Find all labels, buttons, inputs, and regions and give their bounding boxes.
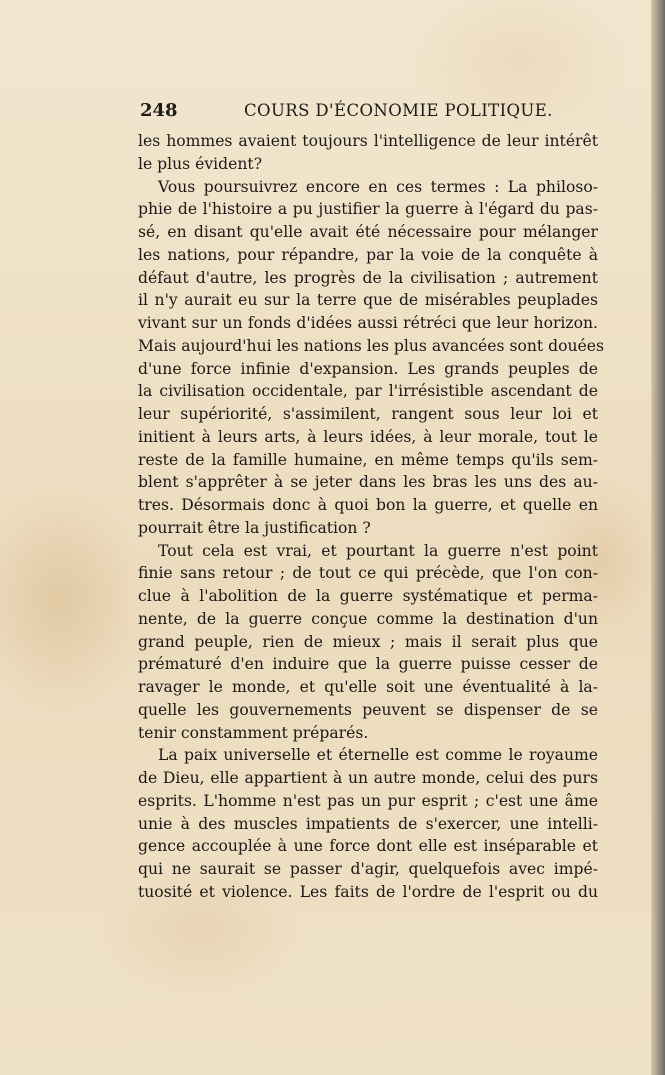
text-line: gence accouplée à une force dont elle est inséparable et <box>138 837 598 856</box>
text-line: finie sans retour ; de tout ce qui précède, que l'on con- <box>138 564 598 583</box>
text-line: tres. Désormais donc à quoi bon la guerre, et quelle en <box>138 496 598 514</box>
text-line: pourrait être la justification ? <box>138 518 371 537</box>
text-line: ravager le monde, et qu'elle soit une éventualité à la- <box>138 678 598 696</box>
text-line: quelle les gouvernements peuvent se dispenser de se <box>138 700 598 719</box>
text-line: prématuré d'en induire que la guerre puisse cesser de <box>138 655 598 674</box>
text-line: les nations, pour répandre, par la voie de la conquête à <box>138 245 598 264</box>
text-line: initient à leurs arts, à leurs idées, à leur morale, tout le <box>138 427 598 446</box>
text-line: sé, en disant qu'elle avait été nécessaire pour mélanger <box>138 223 598 241</box>
text-line: clue à l'abolition de la guerre systématique et perma- <box>138 587 598 605</box>
text-line: esprits. L'homme n'est pas un pur esprit ; c'est une âme <box>138 791 598 810</box>
text-line: leur supériorité, s'assimilent, rangent sous leur loi et <box>138 405 598 423</box>
text-line: de Dieu, elle appartient à un autre monde, celui des purs <box>138 769 598 787</box>
text-line: vivant sur un fonds d'idées aussi rétréci que leur horizon. <box>138 314 598 332</box>
text-line: qui ne saurait se passer d'agir, quelquefois avec impé- <box>138 860 598 878</box>
page-header <box>140 100 600 126</box>
text-line: reste de la famille humaine, en même temps qu'ils sem- <box>138 450 598 469</box>
running-title: COURS D'ÉCONOMIE POLITIQUE. <box>244 101 553 120</box>
text-line: Vous poursuivrez encore en ces termes : La philoso- <box>158 177 598 196</box>
text-line: il n'y aurait eu sur la terre que de misérables peuplades <box>138 291 598 310</box>
text-line: blent s'apprêter à se jeter dans les bras les uns des au- <box>138 473 598 492</box>
text-line: les hommes avaient toujours l'intelligence de leur intérêt <box>138 132 598 150</box>
text-line: défaut d'autre, les progrès de la civilisation ; autrement <box>138 268 598 287</box>
text-line: le plus évident? <box>138 154 263 173</box>
text-line: unie à des muscles impatients de s'exercer, une intelli- <box>138 814 598 833</box>
text-line: La paix universelle et éternelle est comme le royaume <box>158 746 598 765</box>
page-number: 248 <box>140 100 178 121</box>
text-line: nente, de la guerre conçue comme la destination d'un <box>138 609 598 628</box>
text-line: grand peuple, rien de mieux ; mais il serait plus que <box>138 632 598 651</box>
text-line: phie de l'histoire a pu justifier la guerre à l'égard du pas- <box>138 200 598 219</box>
text-line: Tout cela est vrai, et pourtant la guerre n'est point <box>158 541 598 560</box>
text-line: d'une force infinie d'expansion. Les grands peuples de <box>138 359 598 378</box>
text-line: Mais aujourd'hui les nations les plus avancées sont douées <box>138 336 605 355</box>
text-line: tenir constamment préparés. <box>138 723 369 742</box>
page-edge <box>651 0 665 1075</box>
text-line: la civilisation occidentale, par l'irrésistible ascendant de <box>138 382 598 401</box>
text-line: tuosité et violence. Les faits de l'ordre de l'esprit ou du <box>138 882 598 901</box>
body-text <box>138 130 605 904</box>
